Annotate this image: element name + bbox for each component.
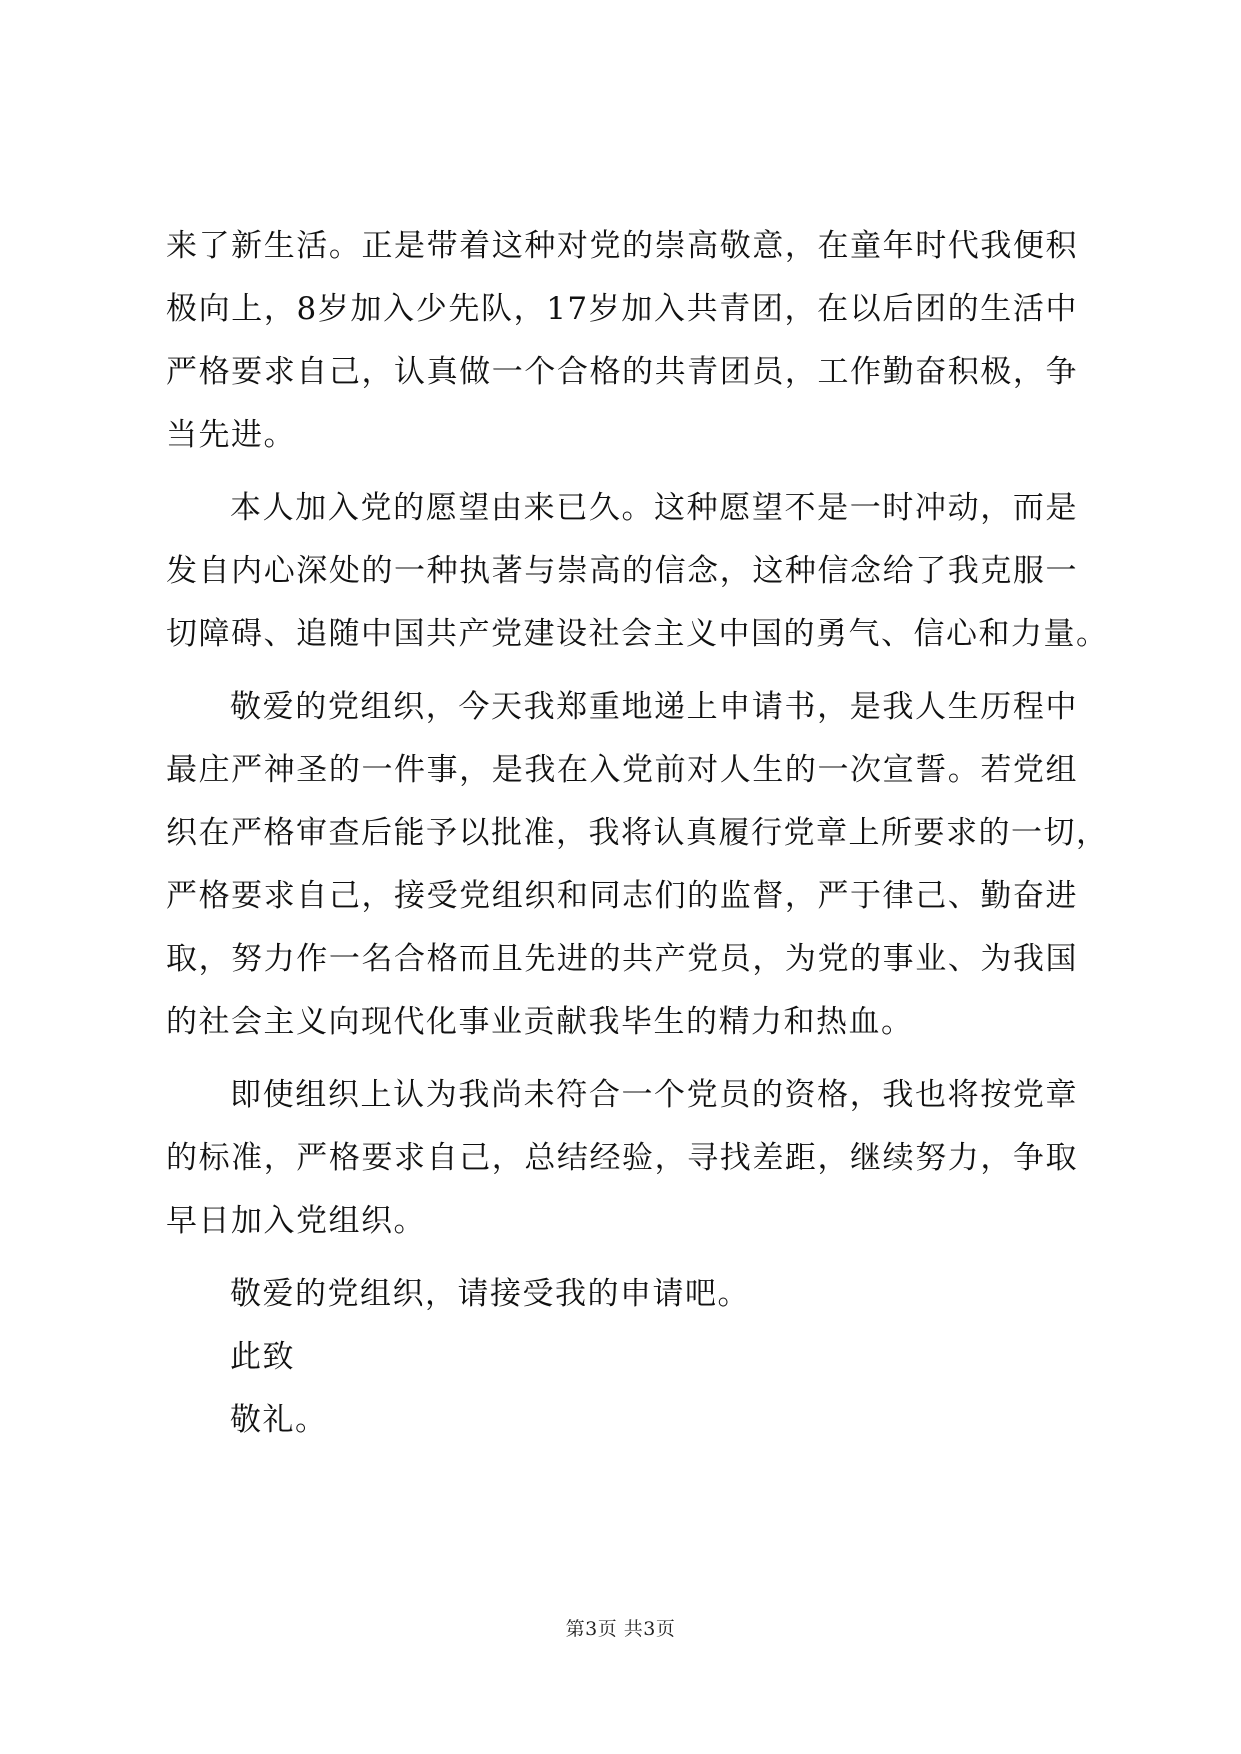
body-line-9: 最庄严神圣的一件事，是我在入党前对人生的一次宣誓。若党组 bbox=[166, 752, 1078, 788]
body-line-2: 极向上，8岁加入少先队，17岁加入共青团，在以后团的生活中 bbox=[166, 291, 1078, 327]
body-line-12: 取，努力作一名合格而且先进的共产党员，为党的事业、为我国 bbox=[166, 941, 1078, 977]
body-line-14: 即使组织上认为我尚未符合一个党员的资格，我也将按党章 bbox=[230, 1077, 1078, 1113]
page-number-footer: 第3页 共3页 bbox=[565, 1618, 676, 1640]
body-line-16: 早日加入党组织。 bbox=[166, 1203, 426, 1239]
body-line-5: 本人加入党的愿望由来已久。这种愿望不是一时冲动，而是 bbox=[230, 490, 1078, 526]
body-line-4: 当先进。 bbox=[166, 417, 296, 453]
body-line-3: 严格要求自己，认真做一个合格的共青团员，工作勤奋积极，争 bbox=[166, 354, 1078, 390]
body-line-1: 来了新生活。正是带着这种对党的崇高敬意，在童年时代我便积 bbox=[166, 228, 1078, 264]
body-line-6: 发自内心深处的一种执著与崇高的信念，这种信念给了我克服一 bbox=[166, 553, 1078, 589]
body-line-15: 的标准，严格要求自己，总结经验，寻找差距，继续努力，争取 bbox=[166, 1140, 1078, 1176]
closing-regards: 敬礼。 bbox=[230, 1402, 328, 1438]
body-line-11: 严格要求自己，接受党组织和同志们的监督，严于律己、勤奋进 bbox=[166, 878, 1078, 914]
body-line-10: 织在严格审查后能予以批准，我将认真履行党章上所要求的一切， bbox=[166, 815, 1109, 851]
body-line-8: 敬爱的党组织，今天我郑重地递上申请书，是我人生历程中 bbox=[230, 689, 1078, 725]
body-line-7: 切障碍、追随中国共产党建设社会主义中国的勇气、信心和力量。 bbox=[166, 616, 1109, 652]
body-line-17: 敬爱的党组织，请接受我的申请吧。 bbox=[230, 1276, 750, 1312]
closing-salutation: 此致 bbox=[230, 1339, 295, 1375]
body-line-13: 的社会主义向现代化事业贡献我毕生的精力和热血。 bbox=[166, 1004, 914, 1040]
